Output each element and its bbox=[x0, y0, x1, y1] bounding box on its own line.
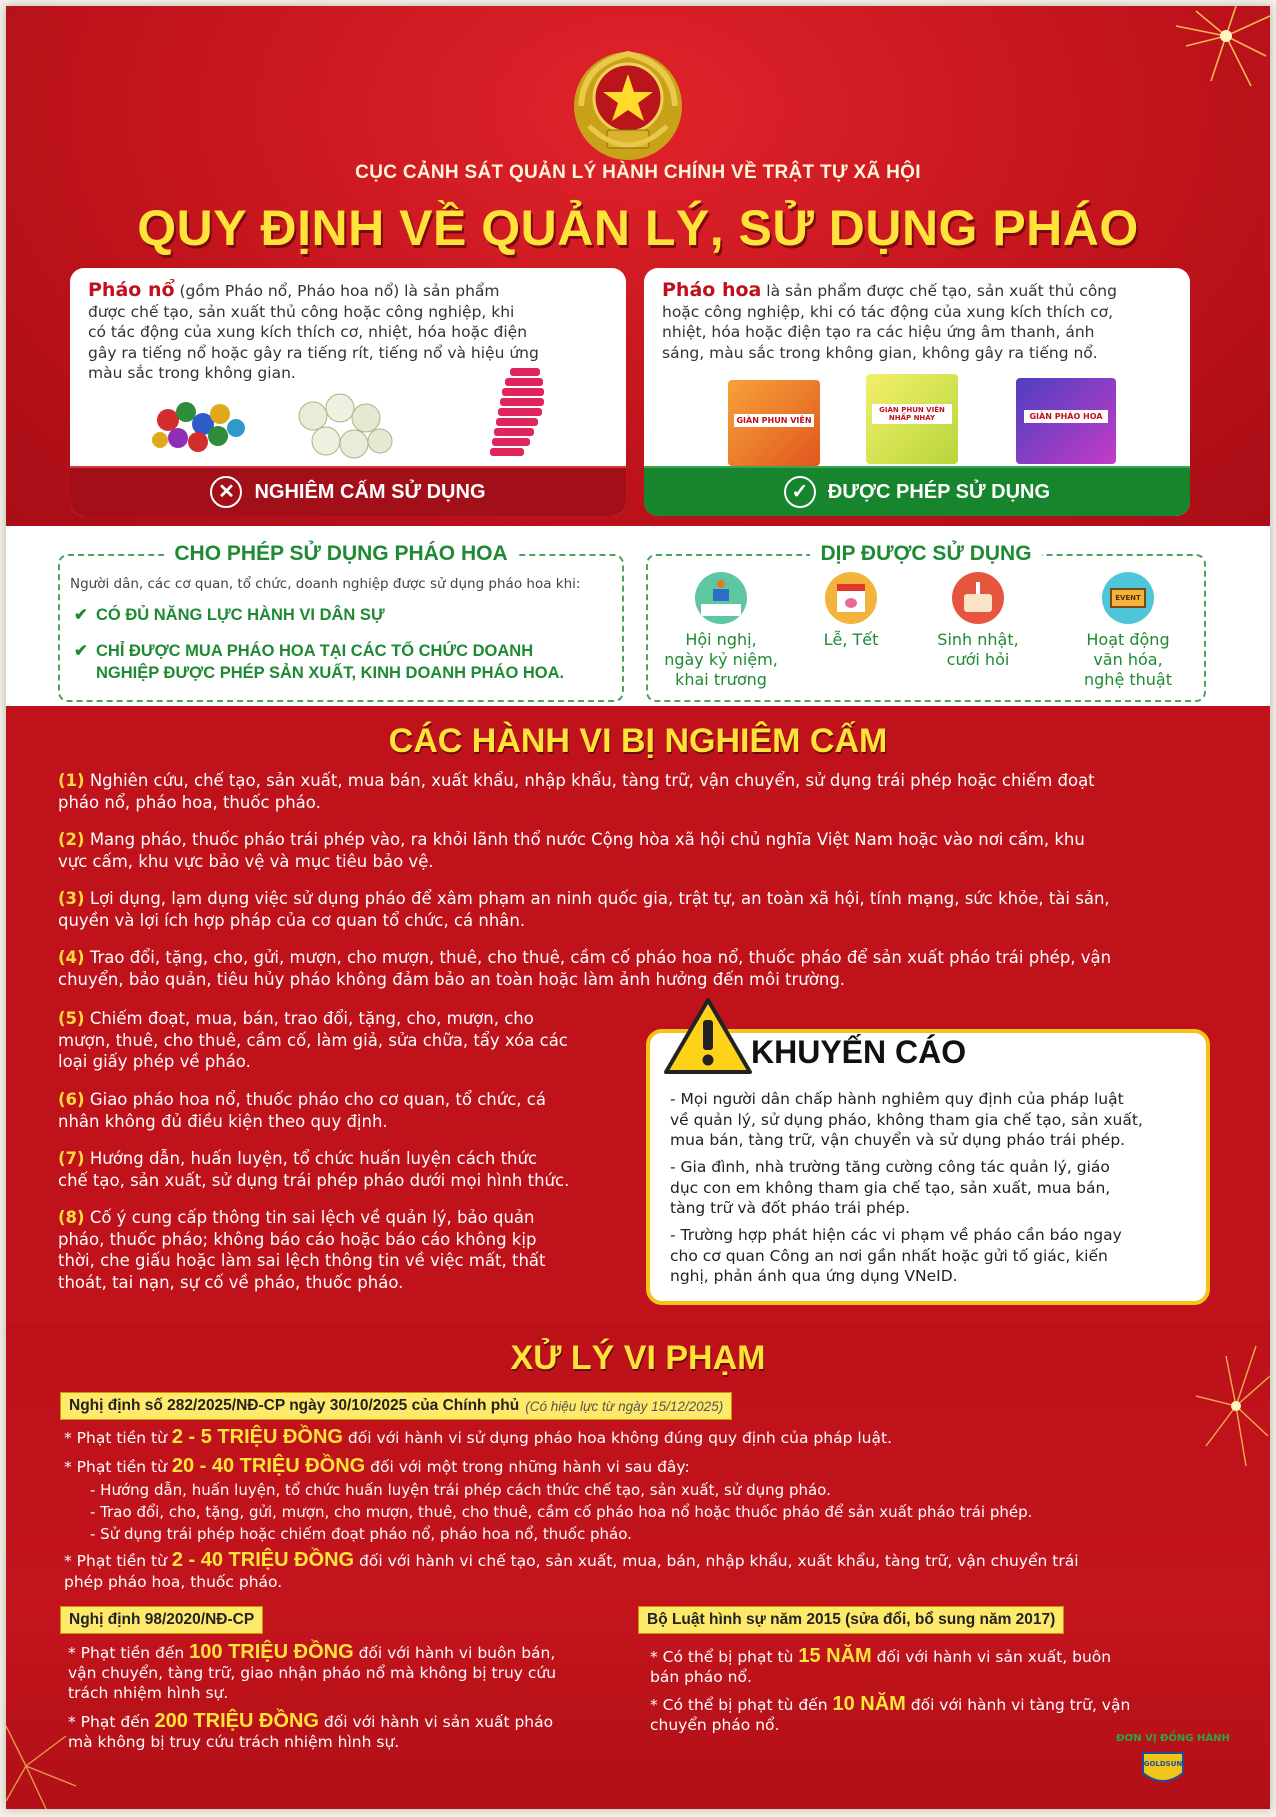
definition-line: màu sắc trong không gian. bbox=[88, 364, 296, 382]
cake-icon bbox=[952, 572, 1004, 624]
permission-condition bbox=[74, 640, 564, 684]
decree-282-label: Nghị định số 282/2025/NĐ-CP ngày 30/10/2025 của Chính phủ (Có hiệu lực từ ngày 15/12/2025) bbox=[60, 1392, 732, 1420]
allowed-banner bbox=[644, 466, 1190, 516]
penalty-subitem: - Hướng dẫn, huấn luyện, tổ chức huấn luyện trái phép cách thức chế tạo, sản xuất, sử dụng pháo. bbox=[90, 1481, 831, 1499]
prohibited-act-2: (2) Mang pháo, thuốc pháo trái phép vào, ra khỏi lãnh thổ nước Cộng hòa xã hội chủ nghĩa Việt Nam hoặc vào nơi cấm, khu vực cấm, khu vực bảo vệ và mục tiêu bảo vệ. bbox=[58, 830, 1085, 871]
definition-line: là sản phẩm được chế tạo, sản xuất thủ công bbox=[761, 282, 1117, 300]
prohibited-act-3: (3) Lợi dụng, lạm dụng việc sử dụng pháo để xâm phạm an ninh quốc gia, trật tự, an toàn xã hội, tính mạng, sức khỏe, tài sản, quyền và lợi ích hợp pháp của cơ quan tổ chức, cá nhân. bbox=[58, 889, 1110, 930]
penalty-item-continued: phép pháo hoa, thuốc pháo. bbox=[64, 1573, 283, 1591]
definition-line: gây ra tiếng nổ hoặc gây ra tiếng rít, tiếng nổ và hiệu ứng bbox=[88, 343, 539, 362]
firework-decoration-icon bbox=[1116, 6, 1270, 126]
warning-paragraph: - Gia đình, nhà trường tăng cường công tác quản lý, giáo dục con em không tham gia chế tạo, sản xuất, mua bán, tàng trữ và đốt pháo trái phép. bbox=[670, 1158, 1111, 1217]
firework-box-label: GIÀN PHUN VIÊN NHẤP NHÁY bbox=[872, 404, 952, 424]
definition-line: hoặc công nghiệp, khi có tác động của xung kích thích cơ, bbox=[662, 302, 1114, 321]
poster bbox=[6, 6, 1270, 1809]
prohibited-act-8: (8) Cố ý cung cấp thông tin sai lệch về quản lý, bảo quản pháo, thuốc pháo; không báo cáo hoặc báo cáo không kịp thời, che giấu hoặc làm sai lệch thông tin về việc mất, thất thoát, tai nạn, sự cố về pháo, thuốc pháo. bbox=[58, 1208, 546, 1292]
banned-banner-label: NGHIÊM CẤM SỬ DỤNG bbox=[254, 480, 486, 503]
page-title: QUY ĐỊNH VỀ QUẢN LÝ, SỬ DỤNG PHÁO bbox=[137, 200, 1139, 256]
conference-icon bbox=[695, 572, 747, 624]
warning-paragraph: - Mọi người dân chấp hành nghiêm quy định của pháp luật về quản lý, sử dụng pháo, không tham gia chế tạo, sản xuất, mua bán, tàng trữ, vận chuyển và sử dụng pháo trái phép. bbox=[670, 1090, 1143, 1149]
prohibited-act-1: (1) Nghiên cứu, chế tạo, sản xuất, mua bán, xuất khẩu, nhập khẩu, tàng trữ, vận chuyển, sử dụng trái phép hoặc chiếm đoạt pháo nổ, pháo hoa, thuốc pháo. bbox=[58, 771, 1095, 812]
penalty-item: * Phạt tiền từ 2 - 5 TRIỆU ĐỒNG đối với hành vi sử dụng pháo hoa không đúng quy định của pháp luật. bbox=[64, 1426, 892, 1448]
prohibited-act-6: (6) Giao pháo hoa nổ, thuốc pháo cho cơ quan, tổ chức, cá nhân không đủ điều kiện theo quy định. bbox=[58, 1090, 546, 1131]
prohibited-act-5: (5) Chiếm đoạt, mua, bán, trao đổi, tặng, cho, mượn, cho mượn, thuê, cho thuê, cầm cố, làm giả, sửa chữa, tẩy xóa các loại giấy phép về pháo. bbox=[58, 1009, 568, 1071]
banned-definition bbox=[88, 280, 539, 384]
occasions-title: DỊP ĐƯỢC SỬ DỤNG bbox=[810, 542, 1041, 565]
prohibited-act-7: (7) Hướng dẫn, huấn luyện, tổ chức huấn luyện cách thức chế tạo, sản xuất, sử dụng trái phép pháo dưới mọi hình thức. bbox=[58, 1149, 570, 1190]
occasions-box bbox=[646, 542, 1206, 702]
warning-triangle-icon bbox=[662, 996, 754, 1076]
agency-name: CỤC CẢNH SÁT QUẢN LÝ HÀNH CHÍNH VỀ TRẬT TỰ XÃ HỘI bbox=[355, 162, 921, 183]
firework-box-purple bbox=[1016, 378, 1116, 464]
firework-box-yellow bbox=[866, 374, 958, 464]
penalties-title: XỬ LÝ VI PHẠM bbox=[510, 1339, 766, 1377]
red-firecracker-string-icon bbox=[490, 368, 570, 478]
banned-firecracker-card bbox=[70, 268, 626, 516]
permission-condition bbox=[74, 604, 385, 626]
definition-line: được chế tạo, sản xuất thủ công hoặc công nghiệp, khi bbox=[88, 302, 515, 321]
condition-text: CHỈ ĐƯỢC MUA PHÁO HOA TẠI CÁC TỔ CHỨC DOANH bbox=[96, 642, 534, 660]
firecracker-balls-icon bbox=[148, 390, 258, 460]
calendar-icon bbox=[825, 572, 877, 624]
event-sign-icon bbox=[1102, 572, 1154, 624]
penalty-item: * Phạt đến 200 TRIỆU ĐỒNG đối với hành vi sản xuất pháo mà không bị truy cứu trách nhiệm hình sự. bbox=[68, 1710, 554, 1751]
occasion-celebration bbox=[918, 572, 1038, 670]
checkmark-icon: ✓ bbox=[784, 476, 816, 508]
logo-text: GOLDSUN bbox=[1143, 1760, 1183, 1768]
warning-title: KHUYẾN CÁO bbox=[751, 1034, 967, 1070]
definition-line: (gồm Pháo nổ, Pháo hoa nổ) là sản phẩm bbox=[174, 282, 500, 300]
penalty-item: * Có thể bị phạt tù 15 NĂM đối với hành vi sản xuất, buôn bán pháo nổ. bbox=[650, 1645, 1112, 1686]
occasion-label: Lễ, Tết bbox=[823, 630, 879, 649]
event-sign-text: EVENT bbox=[1110, 588, 1146, 608]
condition-text: NGHIỆP ĐƯỢC PHÉP SẢN XUẤT, KINH DOANH PHÁO HOA. bbox=[96, 664, 565, 682]
police-emblem-icon bbox=[569, 46, 687, 164]
penalty-item: * Phạt tiền từ 2 - 40 TRIỆU ĐỒNG đối với hành vi chế tạo, sản xuất, mua, bán, nhập khẩu, xuất khẩu, tàng trữ, vận chuyển trái bbox=[64, 1549, 1079, 1571]
goldsun-logo-icon bbox=[1138, 1751, 1188, 1787]
condition-text: CÓ ĐỦ NĂNG LỰC HÀNH VI DÂN SỰ bbox=[96, 606, 385, 624]
penalty-item: * Có thể bị phạt tù đến 10 NĂM đối với hành vi tàng trữ, vận chuyển pháo nổ. bbox=[650, 1693, 1131, 1734]
prohibited-icon: ✕ bbox=[210, 476, 242, 508]
banned-term: Pháo nổ bbox=[88, 279, 175, 301]
occasion-label: Hội nghị, ngày kỷ niệm, khai trương bbox=[664, 630, 778, 689]
occasion-culture bbox=[1058, 572, 1198, 690]
allowed-term: Pháo hoa bbox=[662, 279, 762, 301]
prohibited-title: CÁC HÀNH VI BỊ NGHIÊM CẤM bbox=[388, 722, 888, 760]
permission-intro: Người dân, các cơ quan, tổ chức, doanh nghiệp được sử dụng pháo hoa khi: bbox=[70, 576, 581, 592]
check-icon: ✔ bbox=[74, 642, 88, 660]
allowed-firework-card bbox=[644, 268, 1190, 516]
permission-title: CHO PHÉP SỬ DỤNG PHÁO HOA bbox=[164, 542, 517, 565]
penalty-item: * Phạt tiền từ 20 - 40 TRIỆU ĐỒNG đối với một trong những hành vi sau đây: bbox=[64, 1455, 690, 1477]
definition-line: có tác động của xung kích thích cơ, nhiệt, hóa hoặc điện bbox=[88, 323, 528, 341]
partner-label: ĐƠN VỊ ĐỒNG HÀNH bbox=[1116, 1733, 1230, 1744]
firework-box-label: GIÀN PHÁO HOA bbox=[1024, 410, 1108, 423]
penalty-subitem: - Sử dụng trái phép hoặc chiếm đoạt pháo nổ, pháo hoa nổ, thuốc pháo. bbox=[90, 1525, 632, 1543]
occasion-conference bbox=[656, 572, 786, 690]
allowed-banner-label: ĐƯỢC PHÉP SỬ DỤNG bbox=[827, 480, 1051, 503]
criminal-code-label: Bộ Luật hình sự năm 2015 (sửa đổi, bổ sung năm 2017) bbox=[638, 1606, 1064, 1634]
occasion-label: Hoạt động văn hóa, nghệ thuật bbox=[1084, 630, 1172, 689]
occasion-holiday bbox=[796, 572, 906, 650]
warning-paragraph: - Trường hợp phát hiện các vi phạm về pháo cần báo ngay cho cơ quan Công an nơi gần nhất hoặc gửi tố giác, kiến nghị, phản ánh qua ứng dụng VNeID. bbox=[670, 1226, 1122, 1285]
firework-box-orange bbox=[728, 380, 820, 466]
white-firecracker-balls-icon bbox=[288, 386, 398, 466]
prohibited-act-4: (4) Trao đổi, tặng, cho, gửi, mượn, cho mượn, thuê, cho thuê, cầm cố pháo hoa nổ, thuốc pháo để sản xuất pháo trái phép, vận chuyển, bảo quản, tiêu hủy pháo không đảm bảo an toàn hoặc làm ảnh hưởng đến môi trường. bbox=[58, 948, 1112, 989]
permission-box bbox=[58, 542, 624, 702]
occasion-label: Sinh nhật, cưới hỏi bbox=[937, 630, 1019, 669]
definition-line: nhiệt, hóa hoặc điện tạo ra các hiệu ứng âm thanh, ánh bbox=[662, 323, 1095, 341]
penalty-item: * Phạt tiền đến 100 TRIỆU ĐỒNG đối với hành vi buôn bán, vận chuyển, tàng trữ, giao nhận pháo nổ mà không bị truy cứu trách nhiệm hình sự. bbox=[68, 1641, 557, 1702]
penalty-subitem: - Trao đổi, cho, tặng, gửi, mượn, cho mượn, thuê, cho thuê, cầm cố pháo hoa nổ hoặc thuốc pháo để sản xuất pháo trái phép. bbox=[90, 1503, 1033, 1521]
definition-line: sáng, màu sắc trong không gian, không gây ra tiếng nổ. bbox=[662, 343, 1098, 362]
check-icon: ✔ bbox=[74, 606, 88, 624]
decree-98-label: Nghị định 98/2020/NĐ-CP bbox=[60, 1606, 263, 1634]
effective-date-note: (Có hiệu lực từ ngày 15/12/2025) bbox=[525, 1398, 724, 1414]
allowed-definition bbox=[662, 280, 1117, 363]
banned-banner bbox=[70, 466, 626, 516]
firework-box-label: GIÀN PHUN VIÊN bbox=[734, 414, 814, 427]
